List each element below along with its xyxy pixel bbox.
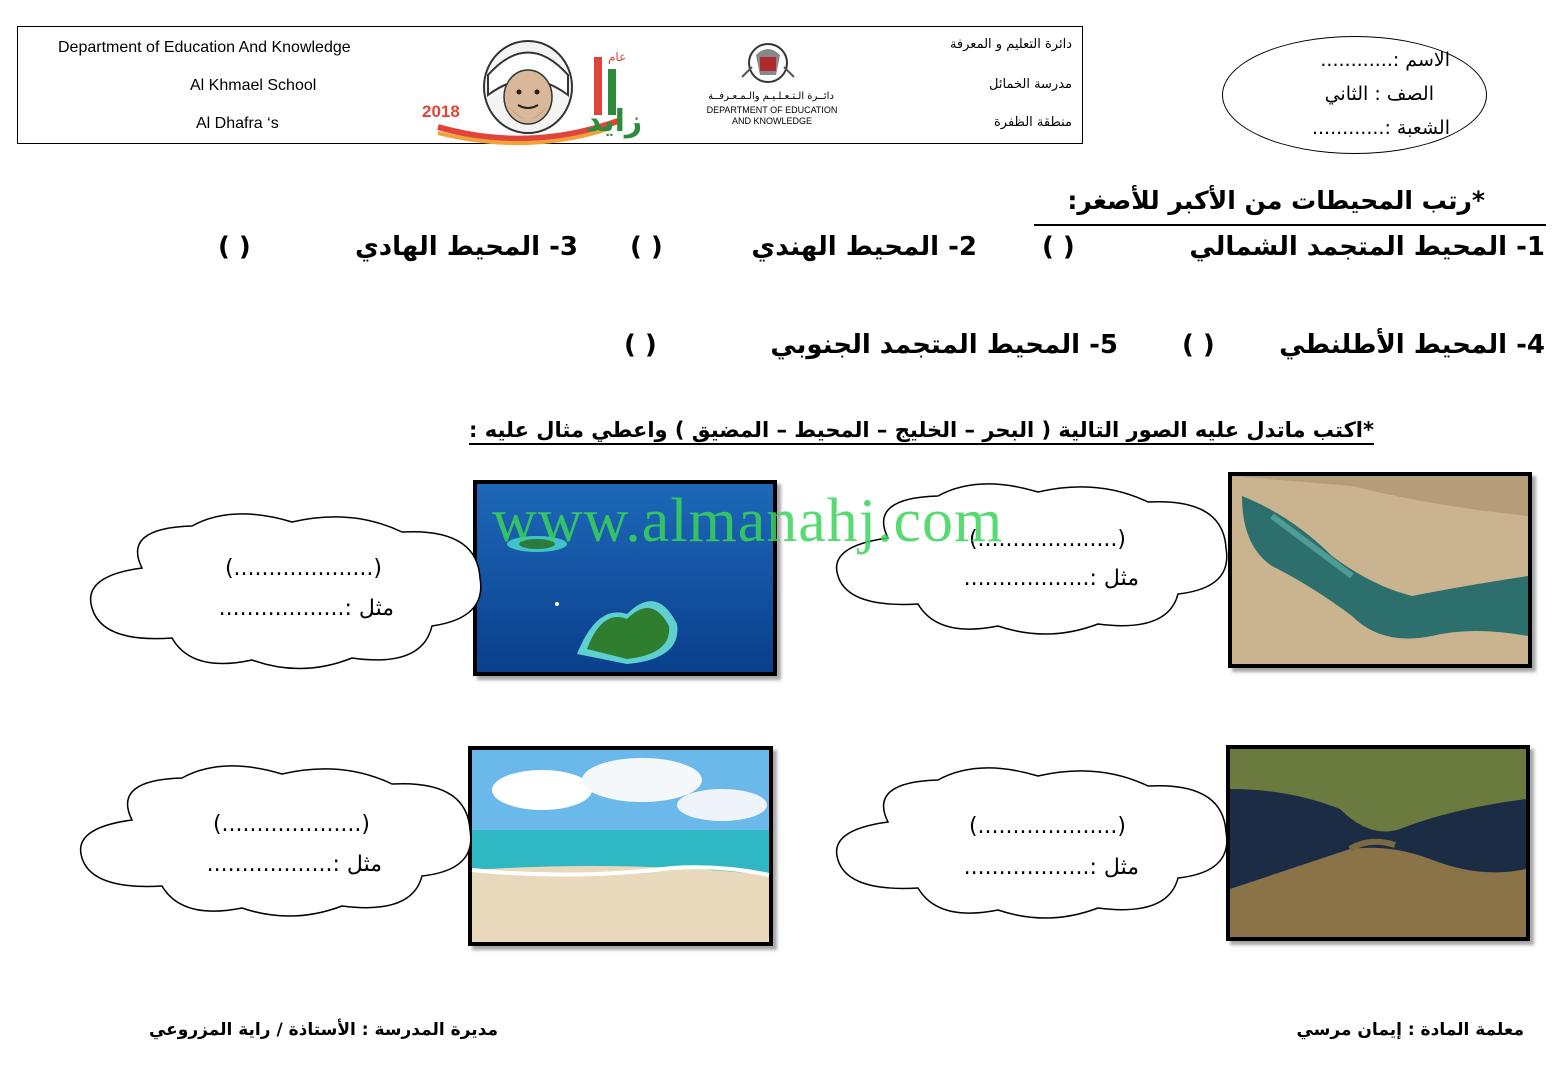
sea-beach-photo [468, 746, 773, 946]
header-ar-line-3: منطقة الظفرة [993, 115, 1072, 130]
adek-ar-name: دائــرة الـتـعـلـيـم والـمـعـرفــة [708, 91, 834, 102]
question1-title-rule [1034, 224, 1546, 226]
principal-signature: مديرة المدرسة : الأستاذة / راية المزروعي [148, 1020, 498, 1040]
student-section-field[interactable]: الشعبة :............ [1311, 117, 1450, 139]
ocean-item-4: 4- المحيط الأطلنطي [1279, 330, 1545, 360]
header-ar-line-2: مدرسة الخمائل [989, 77, 1072, 92]
strait-satellite-photo [1226, 745, 1530, 941]
student-grade-label: الصف : الثاني [1324, 83, 1434, 105]
zayed-logo-prefix: عام [608, 50, 627, 64]
example-line-4[interactable]: مثل :.................. [963, 855, 1139, 880]
example-line-3[interactable]: مثل :.................. [206, 852, 382, 877]
ocean-item-5: 5- المحيط المتجمد الجنوبي [770, 330, 1118, 360]
header-en-line-3: Al Dhafra ‘s [196, 115, 279, 132]
question2-title: *اكتب ماتدل عليه الصور التالية ( البحر – الخليج – المحيط – المضيق ) واعطي مثال عليه : [469, 418, 1374, 442]
adek-emblem [672, 37, 862, 137]
answer-line-4[interactable]: (....................) [968, 814, 1126, 839]
zayed-logo-year: 2018 [422, 102, 460, 121]
example-line-2[interactable]: مثل :.................. [963, 566, 1139, 591]
watermark: www.almanahj.com [492, 487, 1004, 555]
answer-line-2[interactable]: (....................) [968, 527, 1126, 552]
header-ar-line-1: دائرة التعليم و المعرفة [949, 37, 1072, 52]
ocean-3-blank[interactable]: ( ) [218, 232, 251, 262]
ocean-4-blank[interactable]: ( ) [1182, 330, 1215, 360]
ocean-1-blank[interactable]: ( ) [1042, 232, 1075, 262]
student-name-field[interactable]: الاسم :............ [1320, 49, 1450, 71]
ocean-5-blank[interactable]: ( ) [624, 330, 657, 360]
answer-line-1[interactable]: (....................) [224, 556, 382, 581]
answer-cloud-1 [82, 508, 492, 676]
adek-en-line-1: DEPARTMENT OF EDUCATION [706, 105, 838, 115]
answer-line-3[interactable]: (....................) [212, 812, 370, 837]
header-en-line-1: Department of Education And Knowledge [58, 39, 351, 56]
teacher-signature: معلمة المادة : إيمان مرسي [1296, 1020, 1524, 1040]
ocean-item-2: 2- المحيط الهندي [751, 232, 977, 262]
example-line-1[interactable]: مثل :.................. [218, 596, 394, 621]
adek-en-line-2: AND KNOWLEDGE [731, 116, 812, 126]
header-en-line-2: Al Khmael School [190, 77, 317, 94]
ocean-2-blank[interactable]: ( ) [630, 232, 663, 262]
gulf-satellite-photo [1228, 472, 1532, 668]
header-box [17, 26, 1083, 144]
question1-title: *رتب المحيطات من الأكبر للأصغر: [1067, 186, 1485, 215]
ocean-item-1: 1- المحيط المتجمد الشمالي [1189, 232, 1545, 262]
student-info-oval [1222, 36, 1487, 154]
ocean-item-3: 3- المحيط الهادي [354, 232, 578, 262]
zayed-year-logo [418, 35, 643, 139]
zayed-logo-word: زايد [586, 104, 643, 139]
